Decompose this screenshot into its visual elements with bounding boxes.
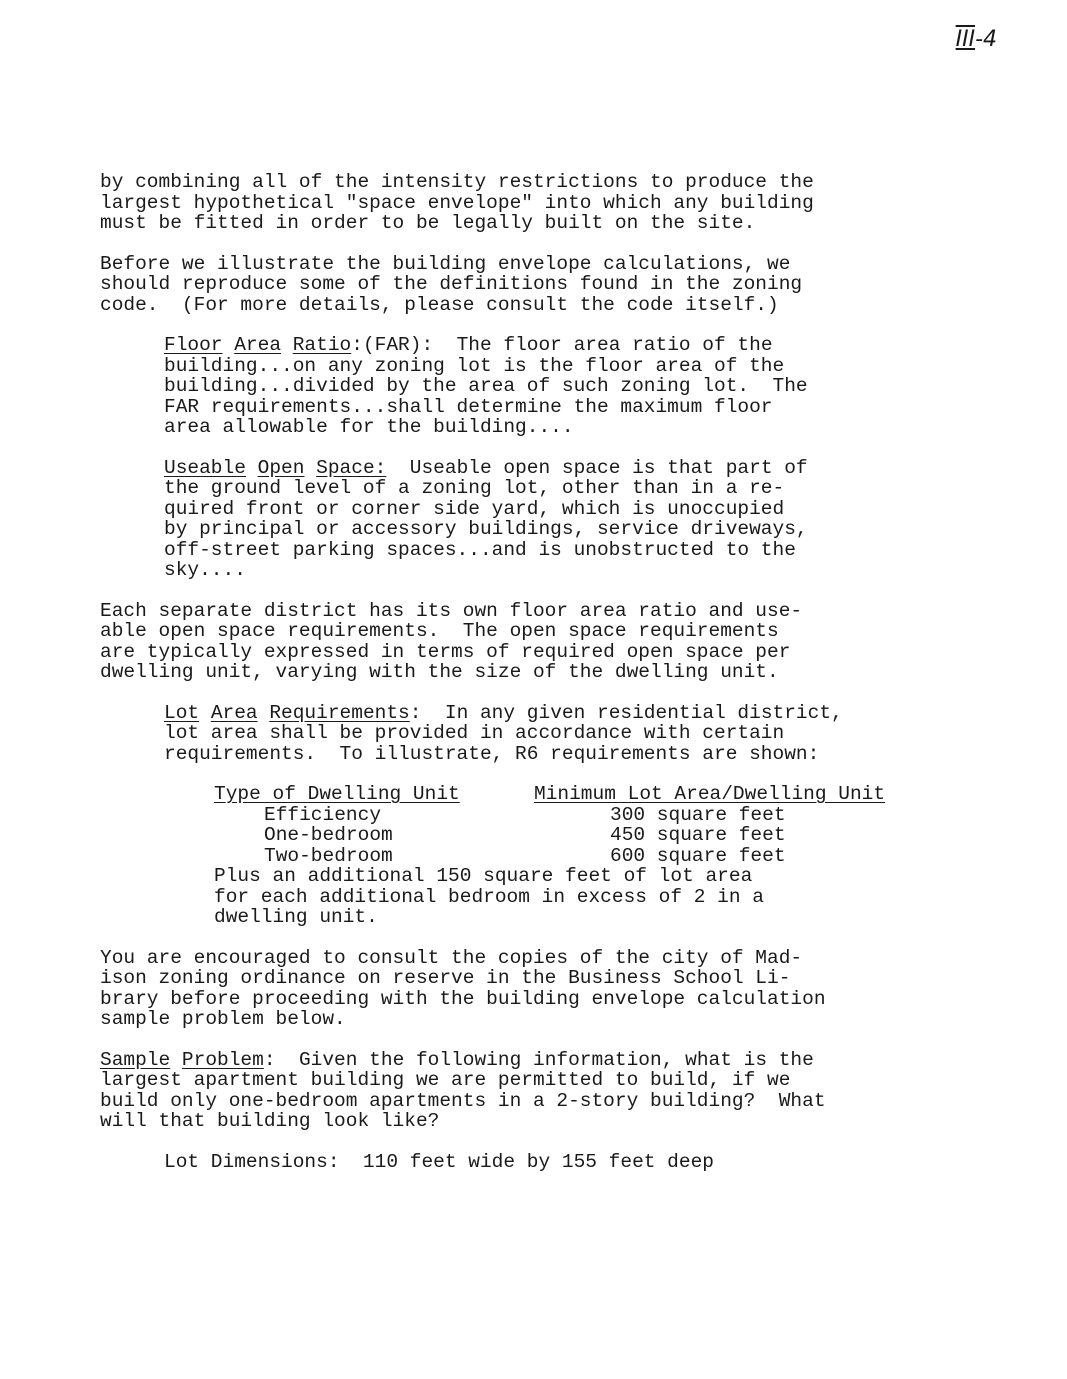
term-word: Lot: [164, 701, 200, 724]
term-word: Useable: [164, 456, 246, 479]
term-word: Area: [234, 334, 282, 356]
text-line: Before we illustrate the building envelope calculations, we: [100, 252, 791, 275]
term-word: Sample: [100, 1048, 171, 1071]
page-number: III-4: [955, 27, 997, 52]
dwelling-type: Efficiency: [264, 803, 382, 826]
text-line: build only one-bedroom apartments in a 2-story building? What: [100, 1089, 826, 1112]
text-line: off-street parking spaces...and is unobstructed to the: [164, 538, 796, 561]
consult-paragraph: [100, 948, 1000, 1030]
term-word: Space:: [316, 456, 387, 479]
dwelling-type: Two-bedroom: [264, 844, 393, 867]
text-line: the ground level of a zoning lot, other than in a re-: [164, 477, 785, 499]
text-line: by combining all of the intensity restrictions to produce the: [100, 171, 814, 193]
text-line: are typically expressed in terms of required open space per: [100, 640, 791, 663]
text-line: area allowable for the building....: [164, 416, 574, 438]
text-line: should reproduce some of the definitions found in the zoning: [100, 273, 803, 295]
text-line: requirements. To illustrate, R6 requirements are shown:: [164, 742, 820, 765]
text-line: Useable Open Space: Useable open space is that part of: [164, 456, 808, 479]
table-header: [214, 784, 1000, 805]
sample-problem-paragraph: [100, 1050, 1000, 1132]
text-line: You are encouraged to consult the copies of the city of Mad-: [100, 946, 803, 969]
lot-area-definition: [164, 703, 1000, 765]
text-line: largest apartment building we are permitted to build, if we: [100, 1069, 791, 1091]
column-header: Type of Dwelling Unit: [214, 783, 460, 805]
text-line: by principal or accessory buildings, service driveways,: [164, 518, 808, 540]
text-line: largest hypothetical "space envelope" into which any building: [100, 191, 814, 214]
column-header: Minimum Lot Area/Dwelling Unit: [534, 783, 886, 805]
term-word: Requirements: [269, 701, 410, 724]
term-word: Area: [210, 701, 258, 724]
text-line: code. (For more details, please consult the code itself.): [100, 293, 779, 316]
text-line: sky....: [164, 559, 246, 581]
text-line: must be fitted in order to be legally built on the site.: [100, 212, 756, 234]
text-line: lot area shall be provided in accordance with certain: [164, 722, 785, 744]
term-word: Open: [257, 456, 305, 479]
district-paragraph: [100, 601, 1000, 683]
text-line: able open space requirements. The open space requirements: [100, 620, 779, 642]
text-line: Lot Area Requirements: In any given residential district,: [164, 701, 843, 724]
term-word: Problem: [181, 1048, 264, 1071]
text-line: Floor Area Ratio:(FAR): The floor area ratio of the: [164, 334, 773, 356]
text-line: building...on any zoning lot is the floor area of the: [164, 354, 785, 377]
text-line: building...divided by the area of such zoning lot. The: [164, 375, 808, 397]
text-line: dwelling unit.: [214, 906, 378, 928]
far-definition: [164, 335, 1000, 438]
text-line: quired front or corner side yard, which is unoccupied: [164, 497, 785, 520]
text-line: brary before proceeding with the building envelope calculation: [100, 987, 826, 1010]
text-line: ison zoning ordinance on reserve in the Business School Li-: [100, 967, 791, 989]
text-line: will that building look like?: [100, 1110, 440, 1132]
table-row: [214, 846, 1000, 867]
text-line: Each separate district has its own floor area ratio and use-: [100, 599, 803, 622]
document-body: [100, 172, 1000, 1172]
lot-dimensions: Lot Dimensions: 110 feet wide by 155 feet deep: [164, 1150, 714, 1173]
text-line: for each additional bedroom in excess of 2 in a: [214, 885, 764, 908]
text-line: Sample Problem: Given the following information, what is the: [100, 1048, 814, 1071]
term-word: Ratio: [292, 334, 352, 356]
text-line: Plus an additional 150 square feet of lot area: [214, 865, 753, 887]
lot-area-value: 600 square feet: [610, 844, 786, 867]
lot-area-value: 450 square feet: [610, 824, 786, 846]
open-space-definition: [164, 458, 1000, 581]
intro-paragraph: [100, 172, 1000, 234]
table-row: [214, 825, 1000, 846]
table-row: [214, 805, 1000, 826]
definitions-intro-paragraph: [100, 254, 1000, 316]
term-word: Floor: [164, 334, 223, 356]
text-line: dwelling unit, varying with the size of the dwelling unit.: [100, 661, 779, 683]
dwelling-type: One-bedroom: [264, 824, 393, 846]
lot-area-table: [214, 784, 1000, 928]
lot-area-value: 300 square feet: [610, 803, 786, 826]
text-line: FAR requirements...shall determine the maximum floor: [164, 395, 773, 418]
table-note: [214, 866, 1000, 928]
text-line: sample problem below.: [100, 1008, 346, 1030]
